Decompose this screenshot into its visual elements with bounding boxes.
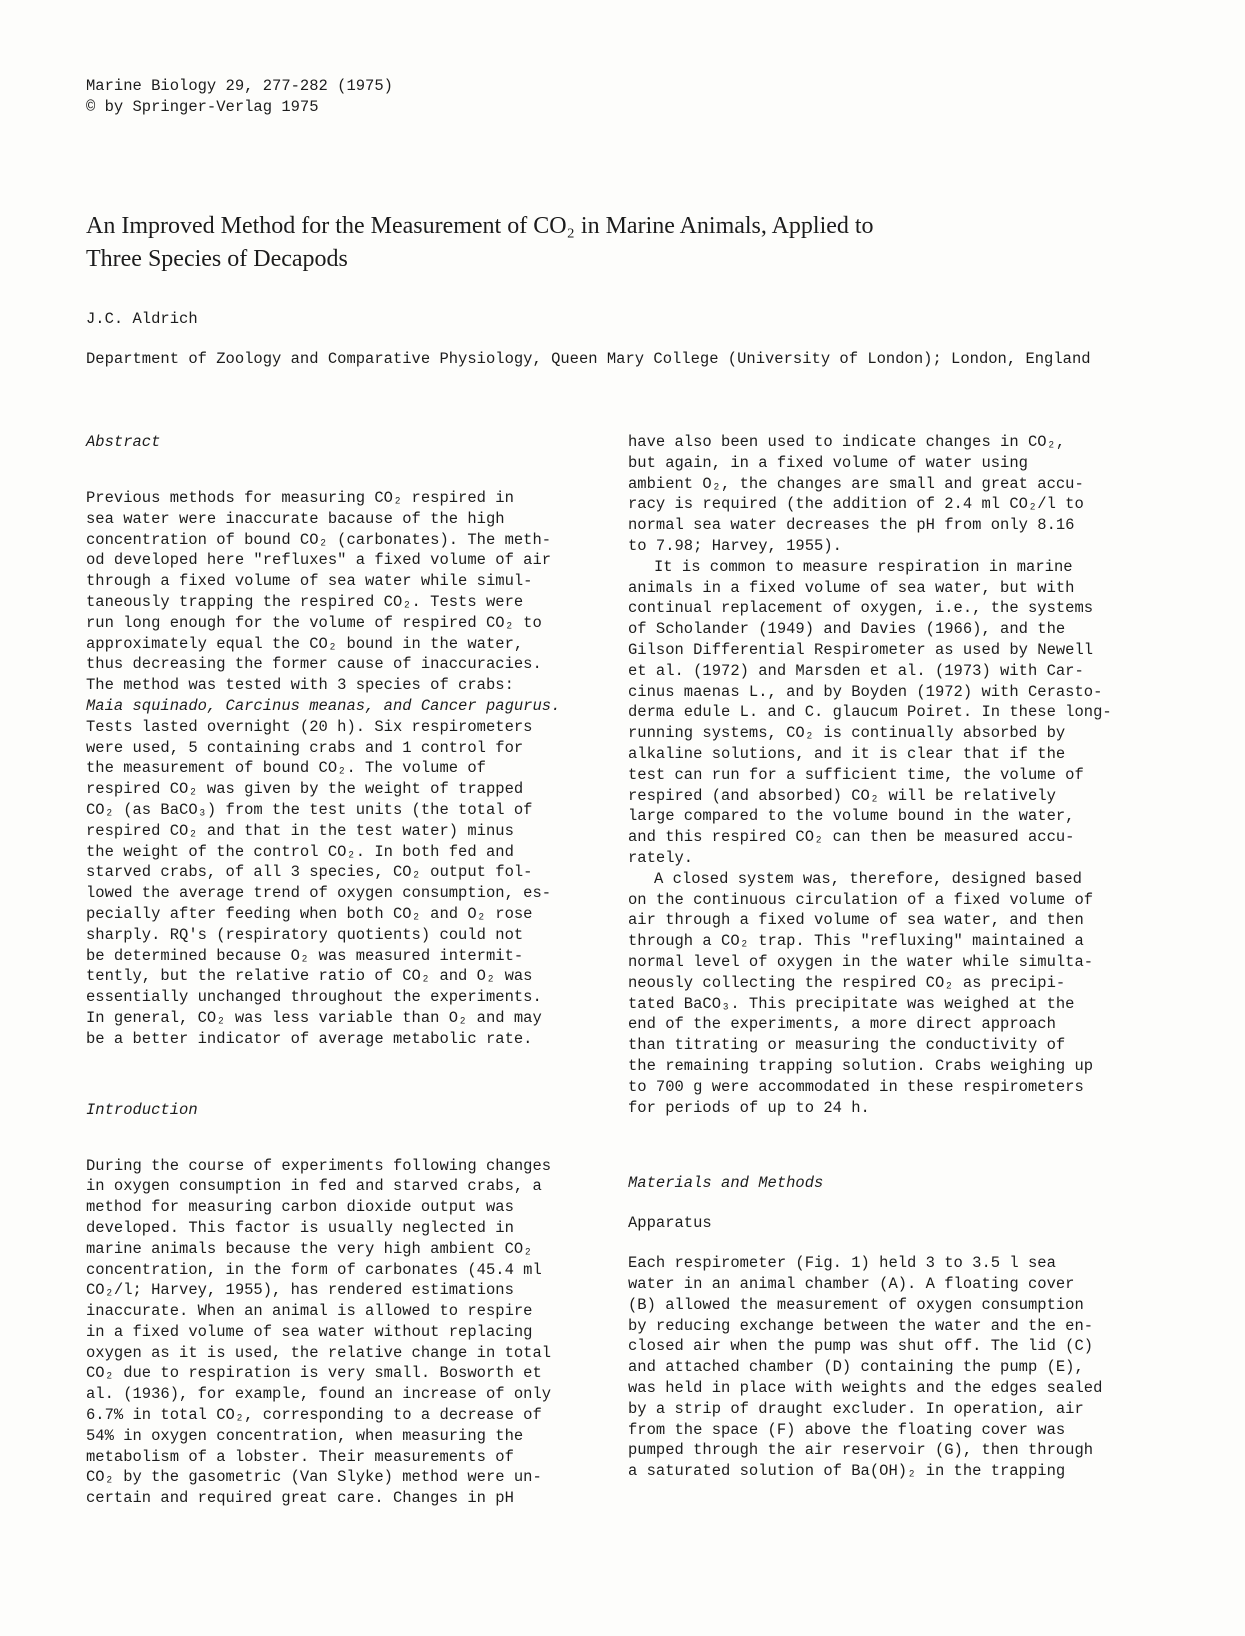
text-line: Gilson Differential Respirometer as used by Newell	[628, 640, 1094, 659]
text-line: pecially after feeding when both CO₂ and O₂ rose	[86, 904, 533, 923]
paragraph	[628, 432, 1148, 557]
text-line: racy is required (the addition of 2.4 ml CO₂/l to	[628, 495, 1084, 514]
affiliation: Department of Zoology and Comparative Physiology, Queen Mary College (University of London); London, England	[86, 350, 1091, 368]
text-line: normal sea water decreases the pH from only 8.16	[628, 516, 1075, 535]
text-line: continual replacement of oxygen, i.e., the systems	[628, 599, 1094, 618]
text-line: CO₂ by the gasometric (Van Slyke) method were un-	[86, 1468, 542, 1487]
text-line: air through a fixed volume of sea water, and then	[628, 911, 1084, 930]
author: J.C. Aldrich	[86, 310, 198, 328]
text-line: from the space (F) above the floating cover was	[628, 1420, 1066, 1439]
text-line: tently, but the relative ratio of CO₂ and O₂ was	[86, 967, 533, 986]
abstract-heading: Abstract	[86, 433, 161, 451]
text-line: lowed the average trend of oxygen consumption, es-	[86, 884, 552, 903]
text-line: concentration, in the form of carbonates (45.4 ml	[86, 1260, 542, 1279]
left-column	[86, 432, 606, 1509]
text-line: by reducing exchange between the water and the en-	[628, 1316, 1094, 1335]
text-line: 54% in oxygen concentration, when measuring the	[86, 1426, 524, 1445]
text-line: In general, CO₂ was less variable than O₂ and may	[86, 1008, 542, 1027]
text-line: were used, 5 containing crabs and 1 control for	[86, 738, 524, 757]
text-line: run long enough for the volume of respired CO₂ to	[86, 613, 542, 632]
text-line: running systems, CO₂ is continually absorbed by	[628, 724, 1066, 743]
text-line: rately.	[628, 848, 694, 867]
text-line: and this respired CO₂ can then be measured accu-	[628, 828, 1075, 847]
text-line: A closed system was, therefore, designed based	[654, 869, 1082, 888]
paragraph	[628, 869, 1148, 1119]
text-line: derma edule L. and C. glaucum Poiret. In these long-	[628, 703, 1112, 722]
text-line: approximately equal the CO₂ bound in the water,	[86, 634, 524, 653]
text-line: marine animals because the very high ambient CO₂	[86, 1239, 533, 1258]
text-line: for periods of up to 24 h.	[628, 1098, 870, 1117]
text-line: certain and required great care. Changes in pH	[86, 1489, 514, 1508]
text-line: ambient O₂, the changes are small and great accu-	[628, 474, 1084, 493]
text-line: was held in place with weights and the edges sealed	[628, 1379, 1103, 1398]
text-line: sea water were inaccurate bacause of the high	[86, 509, 505, 528]
text-line: inaccurate. When an animal is allowed to respire	[86, 1302, 533, 1321]
text-line: respired (and absorbed) CO₂ will be relatively	[628, 786, 1056, 805]
introduction-body	[86, 1156, 606, 1510]
text-line: CO₂ due to respiration is very small. Bosworth et	[86, 1364, 542, 1383]
text-line: neously collecting the respired CO₂ as precipi-	[628, 973, 1066, 992]
journal-copyright: © by Springer-Verlag 1975	[86, 98, 319, 116]
text-line: a saturated solution of Ba(OH)₂ in the trapping	[628, 1462, 1066, 1481]
text-line: than titrating or measuring the conductivity of	[628, 1036, 1066, 1055]
text-line: od developed here "refluxes" a fixed volume of air	[86, 551, 552, 570]
text-line: starved crabs, of all 3 species, CO₂ output fol-	[86, 863, 533, 882]
text-line: end of the experiments, a more direct approach	[628, 1015, 1056, 1034]
text-line: but again, in a fixed volume of water using	[628, 453, 1028, 472]
text-line: method for measuring carbon dioxide output was	[86, 1198, 514, 1217]
text-line: essentially unchanged throughout the experiments.	[86, 988, 542, 1007]
text-line: (B) allowed the measurement of oxygen consumption	[628, 1295, 1084, 1314]
text-line: al. (1936), for example, found an increase of only	[86, 1385, 552, 1404]
journal-citation: Marine Biology 29, 277-282 (1975)	[86, 77, 393, 95]
text-line: have also been used to indicate changes in CO₂,	[628, 433, 1066, 451]
text-line: alkaline solutions, and it is clear that if the	[628, 744, 1066, 763]
text-line: animals in a fixed volume of sea water, but with	[628, 578, 1075, 597]
text-line: test can run for a sufficient time, the volume of	[628, 765, 1084, 784]
text-line: to 700 g were accommodated in these respirometers	[628, 1077, 1084, 1096]
text-line: tated BaCO₃. This precipitate was weighed at the	[628, 994, 1075, 1013]
text-line: The method was tested with 3 species of crabs:	[86, 676, 514, 695]
text-line: in a fixed volume of sea water without replacing	[86, 1322, 533, 1341]
text-line: metabolism of a lobster. Their measurements of	[86, 1447, 514, 1466]
title-line: An Improved Method for the Measurement of CO₂ in Marine Animals, Applied to	[86, 213, 874, 239]
text-line: normal level of oxygen in the water while simulta-	[628, 952, 1094, 971]
title-line: Three Species of Decapods	[86, 246, 348, 272]
spacer	[628, 1118, 1148, 1173]
text-line: large compared to the volume bound in the water,	[628, 807, 1075, 826]
text-line: water in an animal chamber (A). A floating cover	[628, 1275, 1075, 1294]
materials-heading: Materials and Methods	[628, 1174, 824, 1193]
text-line: During the course of experiments following changes	[86, 1156, 552, 1175]
text-line: through a CO₂ trap. This "refluxing" maintained a	[628, 932, 1084, 951]
text-line: CO₂/l; Harvey, 1955), has rendered estimations	[86, 1281, 514, 1300]
text-line: Tests lasted overnight (20 h). Six respirometers	[86, 717, 533, 736]
text-line: 6.7% in total CO₂, corresponding to a decrease of	[86, 1406, 542, 1425]
text-line: be a better indicator of average metabolic rate.	[86, 1029, 533, 1048]
apparatus-heading: Apparatus	[628, 1214, 712, 1233]
text-line: Maia squinado, Carcinus meanas, and Cancer pagurus.	[86, 696, 561, 715]
text-line: developed. This factor is usually neglected in	[86, 1218, 514, 1237]
text-line: the remaining trapping solution. Crabs weighing up	[628, 1056, 1094, 1075]
paragraph	[628, 1253, 1148, 1482]
text-line: to 7.98; Harvey, 1955).	[628, 536, 842, 555]
text-line: CO₂ (as BaCO₃) from the test units (the total of	[86, 800, 533, 819]
text-line: of Scholander (1949) and Davies (1966), and the	[628, 620, 1066, 639]
text-line: respired CO₂ was given by the weight of trapped	[86, 780, 524, 799]
text-line: cinus maenas L., and by Boyden (1972) with Cerasto-	[628, 682, 1103, 701]
spacer	[86, 1050, 606, 1100]
text-line: Previous methods for measuring CO₂ respired in	[86, 489, 514, 507]
text-line: closed air when the pump was shut off. The lid (C)	[628, 1337, 1094, 1356]
text-line: through a fixed volume of sea water while simul-	[86, 572, 533, 591]
text-line: and attached chamber (D) containing the pump (E),	[628, 1358, 1084, 1377]
text-line: by a strip of draught excluder. In operation, air	[628, 1399, 1084, 1418]
text-line: taneously trapping the respired CO₂. Tests were	[86, 592, 524, 611]
text-line: in oxygen consumption in fed and starved crabs, a	[86, 1177, 542, 1196]
journal-header	[86, 76, 393, 118]
abstract-body	[86, 488, 606, 1050]
paper-title	[86, 210, 1086, 276]
text-line: thus decreasing the former cause of inaccuracies.	[86, 655, 542, 674]
text-line: It is common to measure respiration in marine	[654, 557, 1073, 576]
text-line: be determined because O₂ was measured intermit-	[86, 946, 524, 965]
text-line: pumped through the air reservoir (G), then through	[628, 1441, 1094, 1460]
text-line: respired CO₂ and that in the test water) minus	[86, 821, 514, 840]
text-line: concentration of bound CO₂ (carbonates). The meth-	[86, 530, 552, 549]
text-line: et al. (1972) and Marsden et al. (1973) with Car-	[628, 661, 1084, 680]
introduction-heading: Introduction	[86, 1100, 198, 1119]
text-line: the measurement of bound CO₂. The volume of	[86, 759, 486, 778]
text-line: Each respirometer (Fig. 1) held 3 to 3.5 l sea	[628, 1254, 1056, 1273]
paragraph	[628, 557, 1148, 869]
text-line: the weight of the control CO₂. In both fed and	[86, 842, 514, 861]
text-line: sharply. RQ's (respiratory quotients) could not	[86, 925, 524, 944]
text-line: oxygen as it is used, the relative change in total	[86, 1343, 552, 1362]
text-line: on the continuous circulation of a fixed volume of	[628, 890, 1094, 909]
right-column	[628, 432, 1148, 1482]
